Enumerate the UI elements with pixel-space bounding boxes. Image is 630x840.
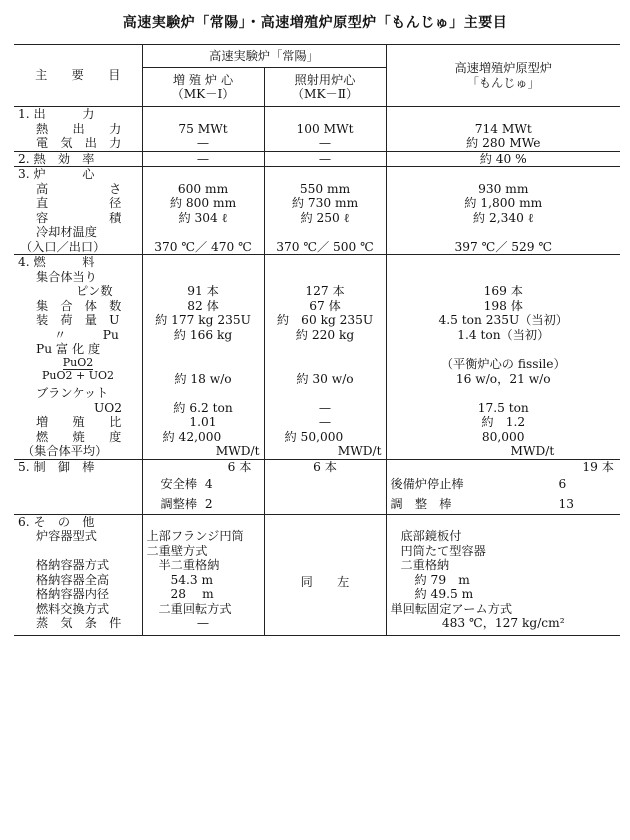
- table-row: [14, 182, 620, 197]
- row-label: 高 さ: [36, 181, 122, 196]
- cell-monju: 397 ℃／ 529 ℃: [386, 225, 620, 255]
- table-row: [14, 430, 620, 460]
- cell-monju: 4.5 ton 235U（当初）: [386, 313, 620, 328]
- row-label: 〃 Pu: [54, 327, 119, 342]
- cell-mk1: 600 mm: [142, 182, 264, 197]
- row-label: 集 合 体 数: [36, 298, 122, 313]
- cell-monju: 80,000 MWD/t: [386, 430, 620, 460]
- cell-mk1: 調整棒 2: [142, 494, 264, 514]
- cell-mk2: 約 250 ℓ: [264, 211, 386, 226]
- cell-monju: 二重格納: [386, 558, 620, 573]
- table-row: [14, 313, 620, 328]
- row-label: 電 気 出 力: [36, 136, 122, 150]
- header-joyo: 高速実験炉「常陽」: [142, 45, 386, 68]
- header-item: 主 要 目: [14, 45, 142, 107]
- section-label: 2. 熱 効 率: [14, 151, 142, 167]
- row-label: 炉容器型式: [36, 529, 97, 543]
- section-4-header: [14, 255, 620, 270]
- table-row: [14, 299, 620, 314]
- section-3-header: [14, 167, 620, 182]
- section-label: 4. 燃 料: [14, 255, 142, 270]
- cell-monju: 底部鏡板付 円筒たて型容器: [386, 529, 620, 558]
- cell-mk1: 二重回転方式: [142, 602, 264, 617]
- cell-monju: 約 2,340 ℓ: [386, 211, 620, 226]
- cell-mk2: —: [264, 151, 386, 167]
- cell-monju: 約 280 MWe: [386, 136, 620, 151]
- cell-mk1: 82 体: [142, 299, 264, 314]
- cell-mk1: —: [142, 616, 264, 635]
- cell-mk2: 6 本: [264, 459, 386, 474]
- table-row: [14, 494, 620, 514]
- cell-mk1: 安全棒 4: [142, 474, 264, 494]
- table-row: [14, 328, 620, 343]
- cell-mk1: 約 18 w/o: [142, 342, 264, 386]
- table-row: [14, 529, 620, 558]
- cell-mk1: 約 177 kg 235U: [142, 313, 264, 328]
- cell-mk1: 6 本: [142, 459, 264, 474]
- row-label: 集合体当り ピン数: [36, 269, 113, 298]
- cell-mk1: 半二重格納: [142, 558, 264, 573]
- cell-monju: 1.4 ton（当初）: [386, 328, 620, 343]
- cell-monju: 714 MWt: [386, 122, 620, 137]
- cell-monju: 483 ℃，127 kg/cm²: [386, 616, 620, 635]
- row-label: 直 径: [36, 196, 122, 210]
- table-row: [14, 122, 620, 137]
- row-label: 熱 出 力: [36, 121, 122, 136]
- cell-mk2: 127 本: [264, 270, 386, 299]
- cell-mk2: —: [264, 386, 386, 415]
- section-6-header: [14, 514, 620, 529]
- row-label: ブランケット UO2: [36, 386, 123, 415]
- cell-mk2-same: 同 左: [264, 529, 386, 635]
- cell-mk1: 54.3 m: [142, 573, 264, 588]
- cell-monju: （平衡炉心の fissile） 16 w/o，21 w/o: [386, 342, 620, 386]
- spec-table: [14, 44, 620, 636]
- cell-mk1: 約 800 mm: [142, 196, 264, 211]
- table-row: [14, 386, 620, 415]
- cell-monju: 単回転固定アーム方式: [386, 602, 620, 617]
- row-label: 容 積: [36, 210, 122, 225]
- section-label: 3. 炉 心: [14, 167, 142, 182]
- cell-mk1: 約 166 kg: [142, 328, 264, 343]
- table-row: [14, 196, 620, 211]
- cell-monju: 約 1,800 mm: [386, 196, 620, 211]
- row-label: 格納容器内径: [36, 587, 110, 601]
- table-row: [14, 225, 620, 255]
- header-mk1: 増 殖 炉 心 （MK－Ⅰ）: [142, 68, 264, 107]
- section-label: 5. 制 御 棒: [14, 459, 142, 474]
- cell-mk1: 75 MWt: [142, 122, 264, 137]
- cell-monju: 198 体: [386, 299, 620, 314]
- cell-monju: 約 79 m: [386, 573, 620, 588]
- row-label: 蒸 気 条 件: [14, 616, 142, 635]
- header-mk2: 照射用炉心 （MK－Ⅱ）: [264, 68, 386, 107]
- row-label: 燃 焼 度 （集合体平均）: [22, 429, 122, 458]
- cell-mk2: 約 730 mm: [264, 196, 386, 211]
- header-row-1: [14, 45, 620, 68]
- section-5-row: [14, 459, 620, 474]
- table-row: [14, 342, 620, 386]
- row-label: 装 荷 量 U: [36, 313, 120, 327]
- cell-mk1: 上部フランジ円筒 二重壁方式: [142, 529, 264, 558]
- cell-monju: 約 1.2: [386, 415, 620, 430]
- cell-mk2: 370 ℃／ 500 ℃: [264, 225, 386, 255]
- cell-mk2: 100 MWt: [264, 122, 386, 137]
- table-row: [14, 415, 620, 430]
- header-monju: 高速増殖炉原型炉 「もんじゅ」: [386, 45, 620, 107]
- table-row: [14, 270, 620, 299]
- cell-mk1: 28 m: [142, 587, 264, 602]
- cell-mk1: 約 42,000 MWD/t: [142, 430, 264, 460]
- cell-monju: 約 40 %: [386, 151, 620, 167]
- cell-mk2: 67 体: [264, 299, 386, 314]
- section-1-header: [14, 107, 620, 122]
- cell-monju: 169 本: [386, 270, 620, 299]
- section-2-row: [14, 151, 620, 167]
- cell-mk1: 約 6.2 ton: [142, 386, 264, 415]
- row-label: Pu 富 化 度 PuO2 PuO2 + UO2: [36, 342, 114, 382]
- cell-monju: 調 整 棒 13: [386, 494, 620, 514]
- cell-mk2: —: [264, 136, 386, 151]
- cell-mk2: 約 50,000 MWD/t: [264, 430, 386, 460]
- row-label: 冷却材温度 （入口／出口）: [20, 225, 106, 254]
- row-label: 増 殖 比: [36, 415, 122, 429]
- cell-mk2: —: [264, 415, 386, 430]
- cell-mk1: —: [142, 151, 264, 167]
- table-row: [14, 211, 620, 226]
- cell-mk1: 約 304 ℓ: [142, 211, 264, 226]
- cell-mk1: 370 ℃／ 470 ℃: [142, 225, 264, 255]
- cell-monju: 後備炉停止棒 6: [386, 474, 620, 494]
- cell-mk1: —: [142, 136, 264, 151]
- cell-mk2: 約 30 w/o: [264, 342, 386, 386]
- cell-mk2: 約 220 kg: [264, 328, 386, 343]
- row-label: 格納容器方式: [36, 558, 110, 572]
- table-row: [14, 136, 620, 151]
- cell-monju: 17.5 ton: [386, 386, 620, 415]
- cell-mk2: 550 mm: [264, 182, 386, 197]
- section-label: 1. 出 力: [18, 107, 95, 121]
- row-label: 燃料交換方式: [36, 601, 110, 616]
- table-row: [14, 474, 620, 494]
- cell-monju: 930 mm: [386, 182, 620, 197]
- section-label: 6. そ の 他: [14, 514, 142, 529]
- cell-mk1: 91 本: [142, 270, 264, 299]
- row-label: 格納容器全高: [36, 572, 110, 587]
- cell-mk1: 1.01: [142, 415, 264, 430]
- cell-monju: 約 49.5 m: [386, 587, 620, 602]
- document-title: 高速実験炉「常陽」・高速増殖炉原型炉「もんじゅ」主要目: [122, 15, 508, 31]
- cell-mk2: 約 60 kg 235U: [264, 313, 386, 328]
- cell-monju: 19 本: [386, 459, 620, 474]
